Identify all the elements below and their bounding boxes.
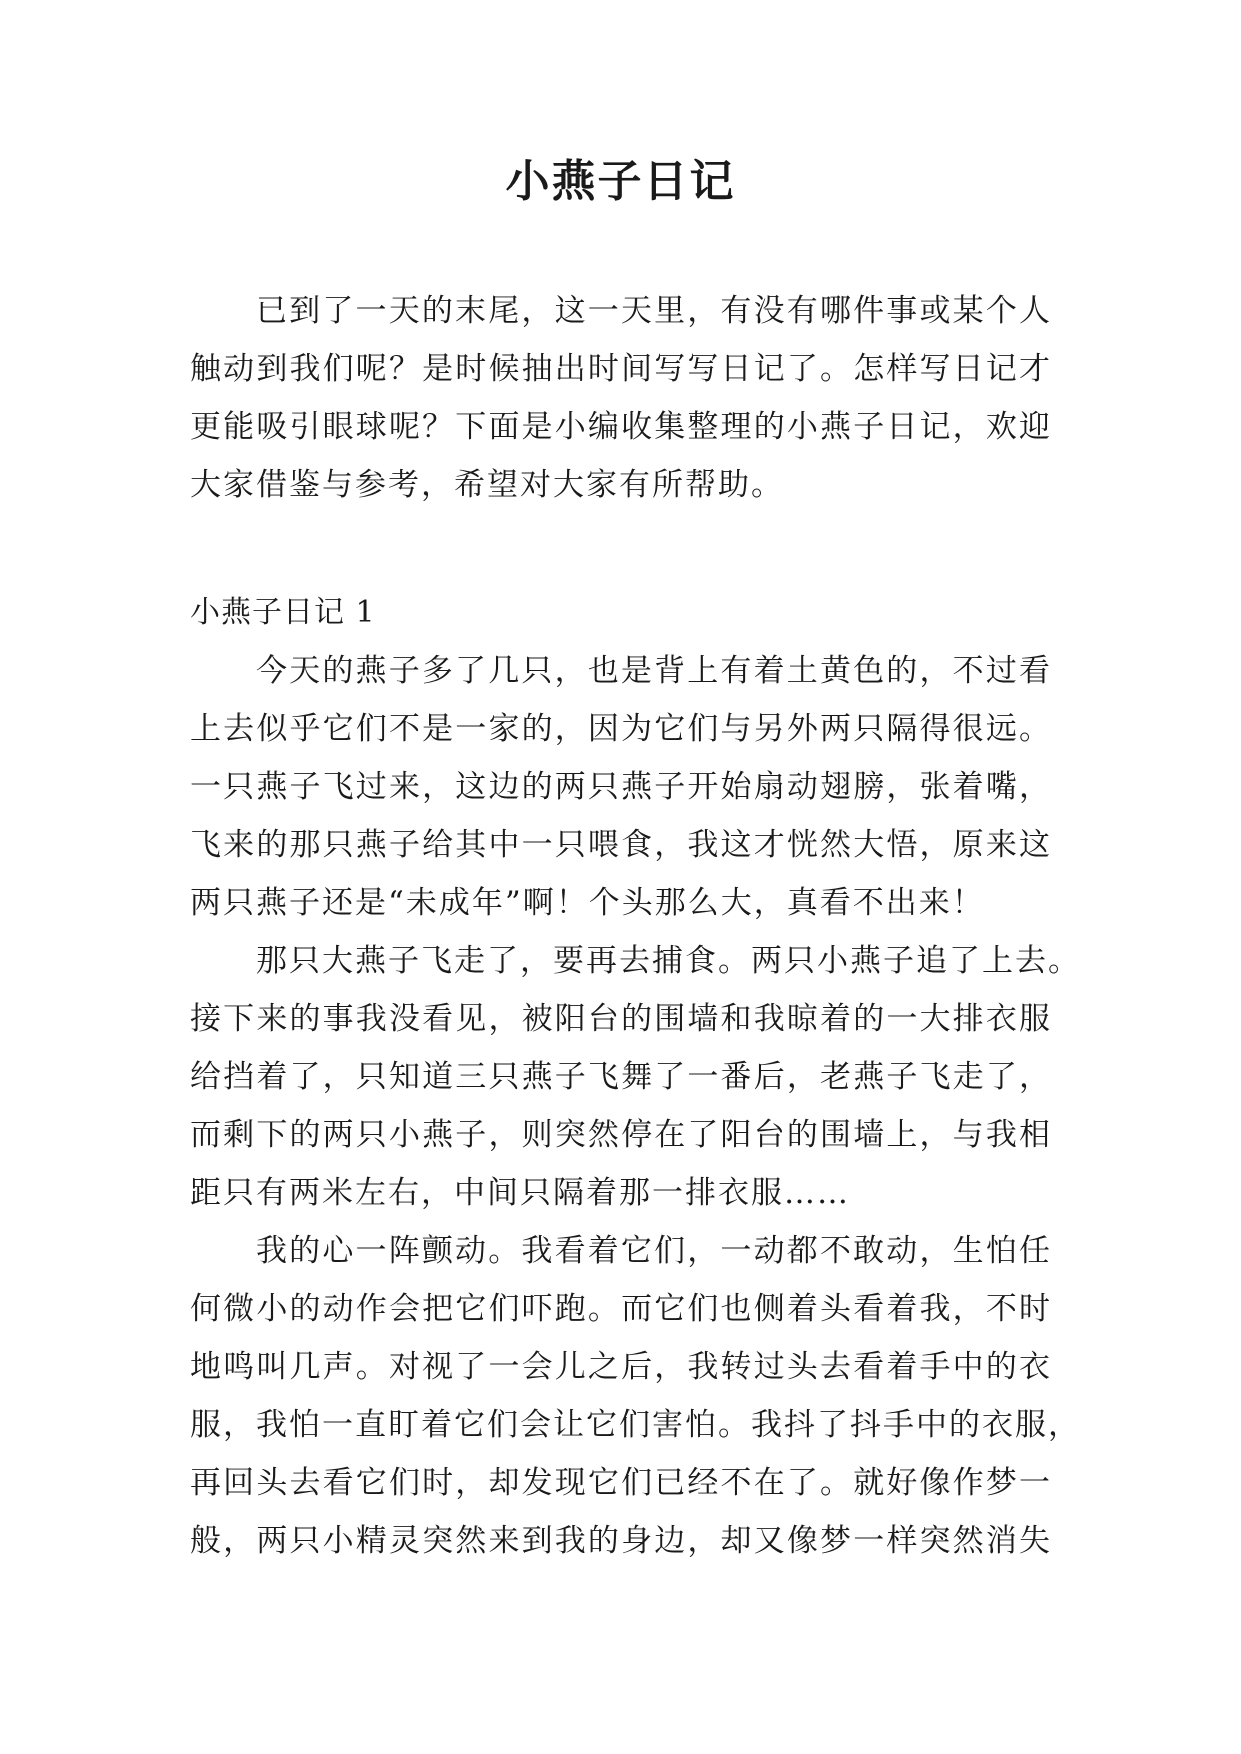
- paragraph-line: 飞来的那只燕子给其中一只喂食，我这才恍然大悟，原来这: [190, 827, 1052, 863]
- paragraph-line: 距只有两米左右，中间只隔着那一排衣服……: [190, 1175, 850, 1211]
- document-title: 小燕子日记: [505, 156, 736, 207]
- paragraph-line: 那只大燕子飞走了，要再去捕食。两只小燕子追了上去。: [256, 943, 1081, 979]
- paragraph-3: [190, 1222, 1081, 1570]
- intro-line: 触动到我们呢？是时候抽出时间写写日记了。怎样写日记才: [190, 351, 1052, 387]
- paragraph-line: 服，我怕一直盯着它们会让它们害怕。我抖了抖手中的衣服，: [190, 1407, 1081, 1443]
- paragraph-line: 我的心一阵颤动。我看着它们，一动都不敢动，生怕任: [256, 1233, 1052, 1269]
- paragraph-line: 地鸣叫几声。对视了一会儿之后，我转过头去看着手中的衣: [190, 1349, 1052, 1385]
- intro-paragraph: [190, 282, 1052, 514]
- intro-line: 大家借鉴与参考，希望对大家有所帮助。: [190, 467, 784, 503]
- intro-line: 已到了一天的末尾，这一天里，有没有哪件事或某个人: [256, 293, 1052, 329]
- paragraph-line: 上去似乎它们不是一家的，因为它们与另外两只隔得很远。: [190, 711, 1052, 747]
- paragraph-line: 何微小的动作会把它们吓跑。而它们也侧着头看着我，不时: [190, 1291, 1052, 1327]
- document-body: [190, 282, 1081, 1570]
- paragraph-line: 给挡着了，只知道三只燕子飞舞了一番后，老燕子飞走了，: [190, 1059, 1052, 1095]
- paragraph-line: 一只燕子飞过来，这边的两只燕子开始扇动翅膀，张着嘴，: [190, 769, 1052, 805]
- paragraph-line: 般，两只小精灵突然来到我的身边，却又像梦一样突然消失: [190, 1523, 1052, 1559]
- paragraph-line: 两只燕子还是“未成年”啊！个头那么大，真看不出来！: [190, 885, 985, 921]
- paragraph-line: 再回头去看它们时，却发现它们已经不在了。就好像作梦一: [190, 1465, 1052, 1501]
- section-heading: 小燕子日记 1: [190, 595, 376, 630]
- paragraph-1: [190, 642, 1052, 932]
- intro-line: 更能吸引眼球呢？下面是小编收集整理的小燕子日记，欢迎: [190, 409, 1052, 445]
- paragraph-line: 今天的燕子多了几只，也是背上有着土黄色的，不过看: [256, 653, 1052, 689]
- paragraph-2: [190, 932, 1081, 1222]
- section-spacer: [190, 514, 1052, 584]
- paragraph-line: 接下来的事我没看见，被阳台的围墙和我晾着的一大排衣服: [190, 1001, 1052, 1037]
- paragraph-line: 而剩下的两只小燕子，则突然停在了阳台的围墙上，与我相: [190, 1117, 1052, 1153]
